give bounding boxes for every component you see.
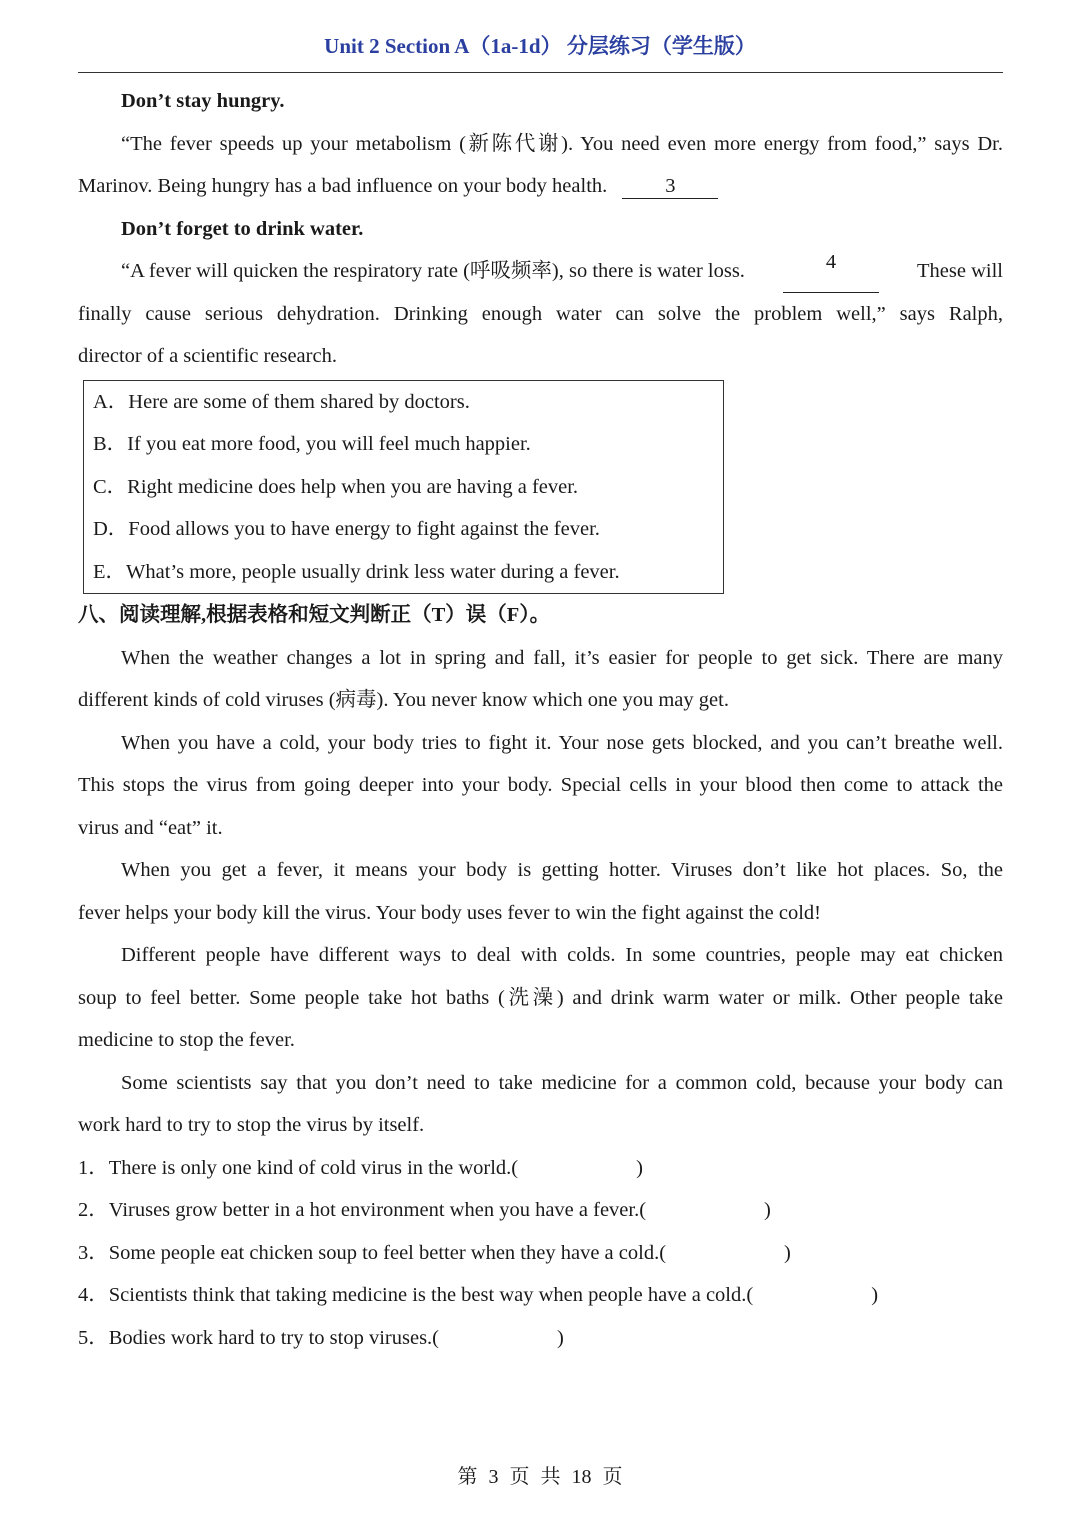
option-d: D．Food allows you to have energy to fight against the fever. bbox=[93, 518, 600, 540]
question-text: 2．Viruses grow better in a hot environment when you have a fever.( bbox=[78, 1199, 647, 1221]
question-4 bbox=[78, 1274, 1003, 1317]
question-text: 3．Some people eat chicken soup to feel better when they have a cold.( bbox=[78, 1241, 667, 1264]
answer-blank-3[interactable]: 3 bbox=[622, 174, 718, 199]
paragraph-text: “A fever will quicken the respiratory rate (呼吸频率), so there is water loss. bbox=[121, 260, 745, 282]
question-3 bbox=[78, 1232, 1003, 1275]
answer-blank-4[interactable]: 4 bbox=[783, 250, 879, 293]
paragraph-line: virus and “eat” it. bbox=[78, 816, 223, 839]
paragraph-text: Marinov. Being hungry has a bad influence on your body health. bbox=[78, 175, 608, 197]
close-paren: ) bbox=[557, 1326, 564, 1349]
question-text: 1．There is only one kind of cold virus in the world.( bbox=[78, 1156, 519, 1179]
heading-dont-stay-hungry: Don’t stay hungry. bbox=[121, 90, 285, 112]
paragraph-text: These will bbox=[917, 260, 1003, 282]
close-paren: ) bbox=[636, 1156, 643, 1179]
paragraph-line: When the weather changes a lot in spring and fall, it’s easier for people to get sick. There are many bbox=[121, 646, 1003, 669]
close-paren: ) bbox=[764, 1199, 771, 1221]
paragraph-line: Some scientists say that you don’t need to take medicine for a common cold, because your body can bbox=[121, 1071, 1003, 1094]
option-e: E．What’s more, people usually drink less water during a fever. bbox=[93, 560, 620, 583]
options-box bbox=[83, 380, 724, 595]
paragraph-line: medicine to stop the fever. bbox=[78, 1029, 295, 1051]
paragraph-line bbox=[78, 165, 1003, 208]
header-divider bbox=[78, 72, 1003, 73]
close-paren: ) bbox=[784, 1241, 791, 1264]
question-text: 5．Bodies work hard to try to stop viruses.( bbox=[78, 1326, 439, 1349]
question-2 bbox=[78, 1189, 1003, 1232]
question-5 bbox=[78, 1317, 1003, 1360]
option-c: C．Right medicine does help when you are having a fever. bbox=[93, 475, 579, 498]
close-paren: ) bbox=[871, 1284, 879, 1306]
paragraph-line: work hard to try to stop the virus by itself. bbox=[78, 1114, 425, 1136]
heading-drink-water: Don’t forget to drink water. bbox=[121, 217, 364, 240]
option-b: B．If you eat more food, you will feel much happier. bbox=[93, 433, 531, 455]
paragraph-line: When you get a fever, it means your body is getting hotter. Viruses don’t like hot places. So, the bbox=[121, 859, 1003, 881]
page-footer-number: 第 3 页 共 18 页 bbox=[457, 1466, 623, 1488]
paragraph-line: soup to feel better. Some people take hot baths (洗澡) and drink warm water or milk. Other people take bbox=[78, 986, 1003, 1009]
paragraph-line: When you have a cold, your body tries to fight it. Your nose gets blocked, and you can’t breathe well. bbox=[121, 731, 1003, 754]
page-content bbox=[78, 80, 1003, 1359]
paragraph-line: fever helps your body kill the virus. Your body uses fever to win the fight against the cold! bbox=[78, 901, 821, 924]
page-header-title: Unit 2 Section A（1a-1d） 分层练习（学生版） bbox=[324, 34, 756, 58]
paragraph-line: Different people have different ways to deal with colds. In some countries, people may eat chicken bbox=[121, 944, 1003, 966]
option-a: A．Here are some of them shared by doctors. bbox=[93, 390, 470, 413]
paragraph-line: director of a scientific research. bbox=[78, 345, 337, 367]
paragraph-line: different kinds of cold viruses (病毒). You never know which one you may get. bbox=[78, 689, 729, 711]
section-8-title: 八、阅读理解,根据表格和短文判断正（T）误（F）。 bbox=[78, 604, 551, 626]
question-1 bbox=[78, 1147, 1003, 1190]
paragraph-line: This stops the virus from going deeper into your body. Special cells in your blood then come to attack the bbox=[78, 774, 1003, 796]
paragraph-line bbox=[78, 250, 1003, 293]
paragraph-line: finally cause serious dehydration. Drinking enough water can solve the problem well,” says Ralph, bbox=[78, 302, 1003, 325]
question-text: 4．Scientists think that taking medicine is the best way when people have a cold.( bbox=[78, 1284, 754, 1306]
paragraph-line: “The fever speeds up your metabolism (新陈代谢). You need even more energy from food,” says Dr. bbox=[121, 132, 1003, 155]
